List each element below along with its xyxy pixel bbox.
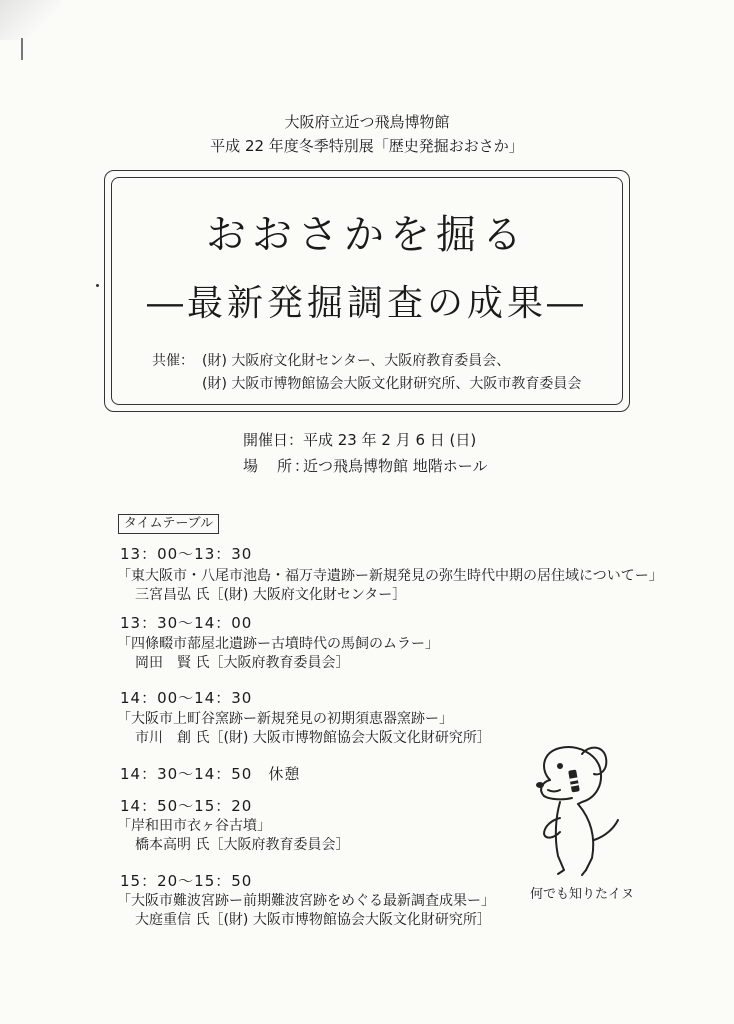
date-label: 開催日： (243, 431, 304, 449)
session-time: 13：30〜14：00 (120, 614, 253, 632)
session-speaker: 三宮昌弘 氏［(財) 大阪府文化財センター］ (135, 587, 407, 603)
session-speaker: 橋本高明 氏［大阪府教育委員会］ (135, 837, 350, 853)
dog-mascot-icon (520, 740, 630, 880)
session-talk: 「大阪市難波宮跡ー前期難波宮跡をめぐる最新調査成果ー」 (117, 893, 495, 909)
session-talk: 「大阪市上町谷窯跡ー新規発見の初期須恵器窯跡ー」 (117, 711, 453, 727)
exhibition-name: 平成 22 年度冬季特別展「歴史発掘おおさか」 (210, 137, 524, 155)
session-time: 14：00〜14：30 (120, 689, 253, 707)
date-value: 平成 23 年 2 月 6 日 (日) (303, 431, 477, 449)
session-speaker: 岡田 賢 氏［大阪府教育委員会］ (135, 655, 350, 671)
cohost-line: (財) 大阪市博物館協会大阪文化財研究所、大阪市教育委員会 (202, 376, 582, 392)
session-talk: 「東大阪市・八尾市池島・福万寺遺跡ー新規発見の弥生時代中期の居住域についてー」 (117, 568, 663, 584)
scan-shadow (0, 0, 60, 40)
session-time: 14：30〜14：50 休憩 (120, 765, 301, 783)
session-talk: 「四條畷市蔀屋北遺跡ー古墳時代の馬飼のムラー」 (117, 636, 439, 652)
sub-title: ―最新発掘調査の成果― (146, 283, 587, 324)
mascot-caption: 何でも知りたイヌ (530, 887, 635, 902)
session-time: 14：50〜15：20 (120, 797, 253, 815)
venue-value: 近つ飛鳥博物館 地階ホール (303, 457, 488, 475)
session-talk: 「岸和田市衣ヶ谷古墳」 (117, 818, 271, 834)
session-speaker: 市川 創 氏［(財) 大阪市博物館協会大阪文化財研究所］ (135, 730, 491, 746)
session-time: 13：00〜13：30 (120, 545, 253, 563)
cohost-line: (財) 大阪府文化財センター、大阪府教育委員会、 (202, 353, 511, 369)
scan-mark (21, 38, 23, 60)
session-speaker: 大庭重信 氏［(財) 大阪市博物館協会大阪文化財研究所］ (135, 912, 491, 928)
main-title: おおさかを掘る (206, 212, 528, 258)
cohost-label: 共催： (152, 353, 194, 369)
venue-label: 場 所： (243, 457, 312, 475)
museum-name: 大阪府立近つ飛鳥博物館 (284, 113, 450, 131)
session-time: 15：20〜15：50 (120, 872, 253, 890)
timetable-label: タイムテーブル (118, 514, 219, 534)
